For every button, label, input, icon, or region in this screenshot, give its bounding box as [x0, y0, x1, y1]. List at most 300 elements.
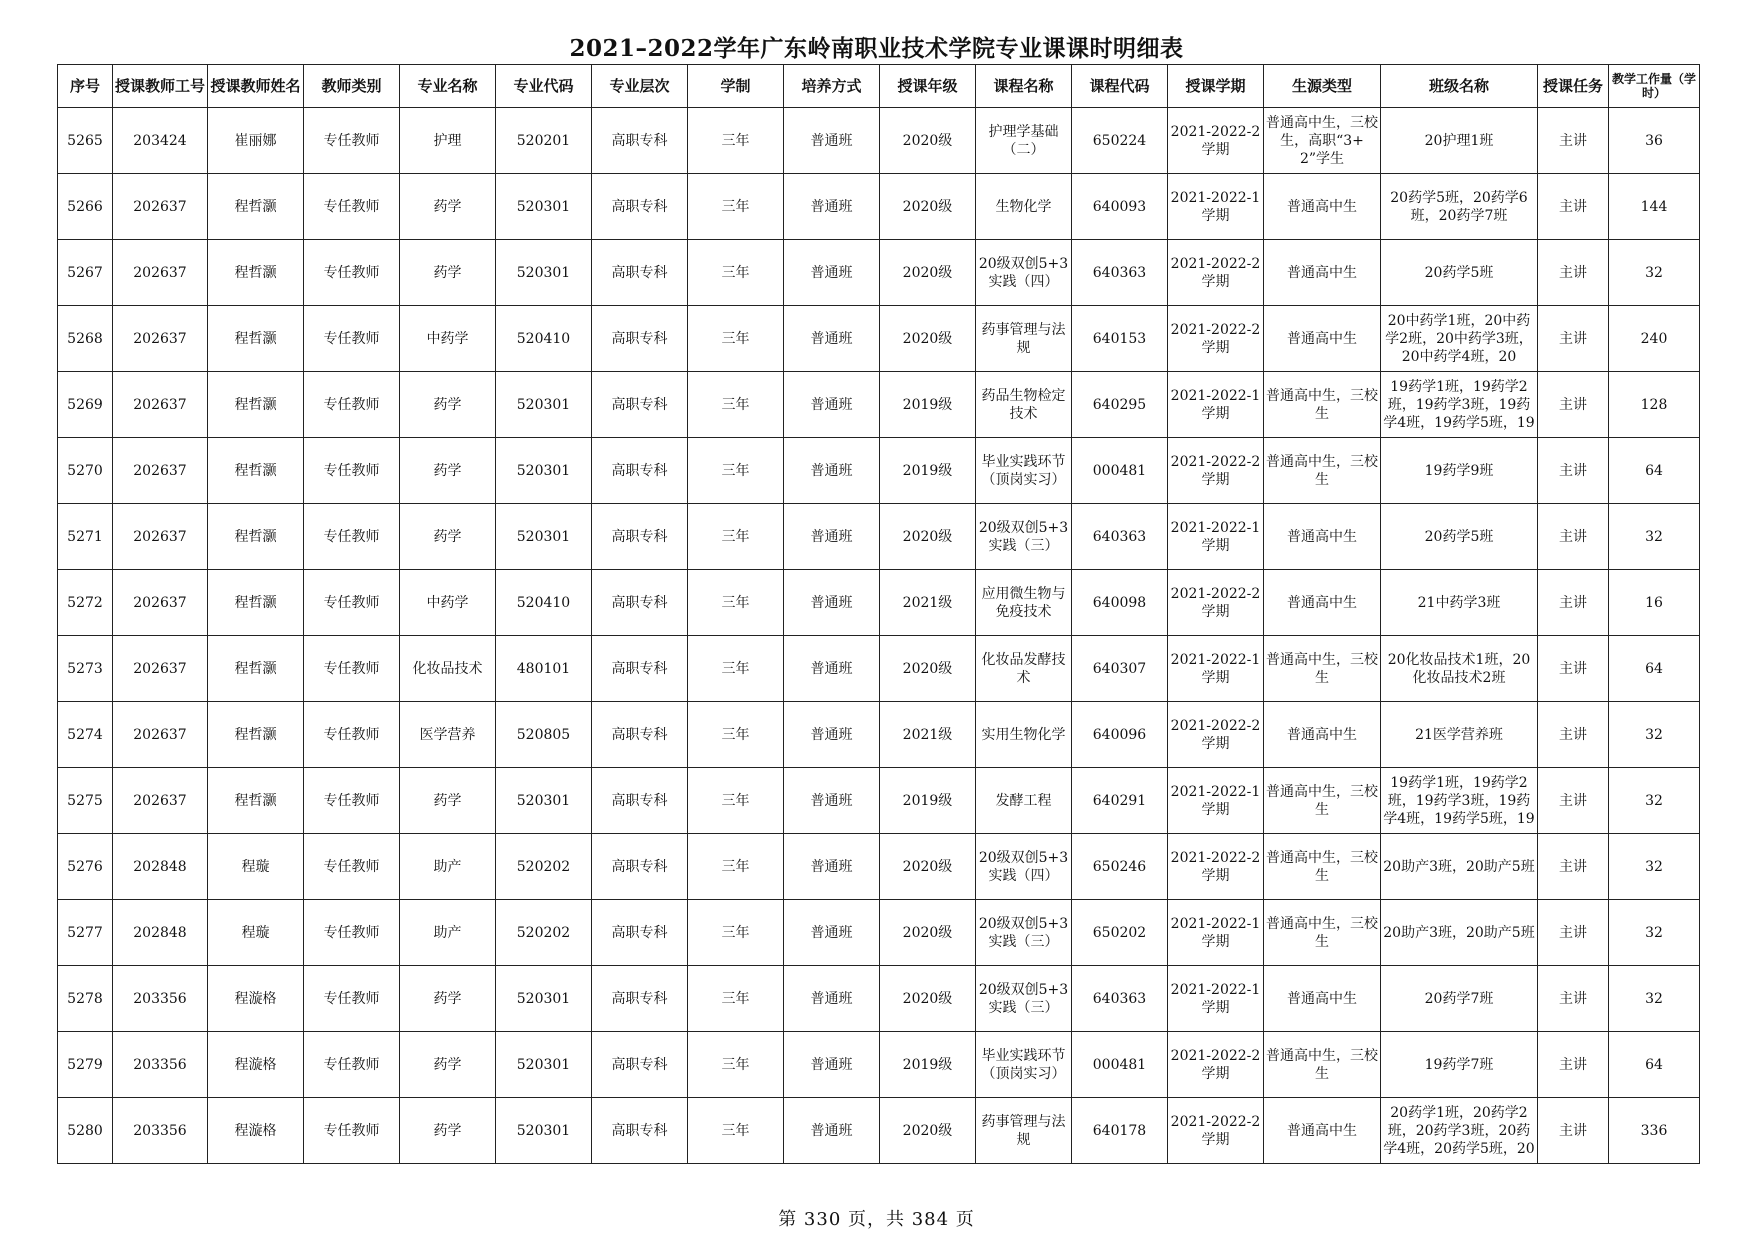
cell-text: 中药学 [426, 330, 469, 347]
cell-text: 毕业实践环节（顶岗实习） [981, 1047, 1066, 1082]
cell-course-code [1072, 636, 1168, 702]
cell-semester [1168, 174, 1264, 240]
cell-major-code [496, 834, 592, 900]
cell-text: 专任教师 [323, 726, 380, 743]
cell-text: 5268 [67, 330, 103, 347]
cell-text: 5274 [67, 726, 103, 743]
cell-text: 20药学7班 [1424, 990, 1494, 1007]
cell-duration [688, 1098, 784, 1164]
cell-class-name [1381, 438, 1538, 504]
cell-duration [688, 966, 784, 1032]
cell-student-source [1264, 108, 1381, 174]
cell-text: 生物化学 [995, 198, 1052, 215]
cell-course-name [976, 108, 1072, 174]
cell-text: 普通班 [810, 660, 853, 677]
cell-teaching-task [1538, 438, 1609, 504]
cell-text: 三年 [721, 990, 750, 1007]
cell-major-level [592, 1098, 688, 1164]
cell-text: 20化妆品技术1班，20化妆品技术2班 [1387, 651, 1531, 686]
cell-teaching-task [1538, 636, 1609, 702]
cell-text: 640178 [1092, 1122, 1147, 1139]
table-row [58, 768, 1700, 834]
cell-text: 普通高中生，三校生 [1266, 849, 1378, 884]
table-header [58, 65, 1700, 108]
cell-text: 203356 [133, 990, 187, 1007]
cell-text: 三年 [721, 660, 750, 677]
cell-text: 2021-2022-2学期 [1170, 123, 1261, 158]
cell-text: 高职专科 [611, 924, 668, 941]
cell-course-code [1072, 768, 1168, 834]
cell-major-level [592, 240, 688, 306]
cell-text: 32 [1645, 858, 1663, 875]
cell-teaching-task [1538, 1098, 1609, 1164]
header-teacher-id: 授课教师工号 [113, 65, 208, 108]
cell-text: 高职专科 [611, 396, 668, 413]
cell-text: 2019级 [902, 792, 953, 809]
header-training-mode: 培养方式 [784, 65, 880, 108]
cell-teacher-name [208, 570, 304, 636]
cell-major-name [400, 966, 496, 1032]
cell-teaching-task [1538, 372, 1609, 438]
cell-text: 2021-2022-2学期 [1170, 1113, 1261, 1148]
cell-text: 2020级 [902, 924, 953, 941]
cell-text: 普通班 [810, 330, 853, 347]
cell-student-source [1264, 570, 1381, 636]
header-row [58, 65, 1700, 108]
cell-semester [1168, 504, 1264, 570]
cell-workload [1609, 636, 1700, 702]
cell-training-mode [784, 108, 880, 174]
cell-teacher-name [208, 1098, 304, 1164]
cell-major-level [592, 834, 688, 900]
cell-student-source [1264, 174, 1381, 240]
cell-text: 普通班 [810, 1056, 853, 1073]
cell-training-mode [784, 570, 880, 636]
cell-text: 20药学5班 [1424, 528, 1494, 545]
cell-text: 专任教师 [323, 396, 380, 413]
cell-semester [1168, 636, 1264, 702]
table-row [58, 900, 1700, 966]
cell-class-name [1381, 108, 1538, 174]
cell-index [58, 834, 113, 900]
cell-workload [1609, 966, 1700, 1032]
cell-text: 三年 [721, 264, 750, 281]
cell-teacher-name [208, 174, 304, 240]
cell-text: 640093 [1092, 198, 1147, 215]
cell-text: 520201 [516, 132, 571, 149]
cell-duration [688, 438, 784, 504]
cell-training-mode [784, 1032, 880, 1098]
header-course-code: 课程代码 [1072, 65, 1168, 108]
cell-teacher-category [304, 240, 400, 306]
cell-text: 程漩格 [234, 990, 277, 1007]
cell-text: 2021-2022-2学期 [1170, 717, 1261, 752]
cell-text: 主讲 [1559, 396, 1587, 413]
cell-teaching-task [1538, 504, 1609, 570]
cell-text: 5270 [67, 462, 103, 479]
cell-text: 2021-2022-2学期 [1170, 453, 1261, 488]
cell-teaching-task [1538, 108, 1609, 174]
cell-text: 三年 [721, 132, 750, 149]
table-row [58, 834, 1700, 900]
cell-text: 药学 [433, 1122, 462, 1139]
cell-teacher-name [208, 702, 304, 768]
cell-text: 高职专科 [611, 330, 668, 347]
cell-text: 主讲 [1559, 990, 1587, 1007]
cell-text: 2020级 [902, 198, 953, 215]
cell-text: 202637 [133, 330, 187, 347]
cell-text: 普通高中生，三校生 [1266, 453, 1378, 488]
cell-text: 203356 [133, 1122, 187, 1139]
cell-semester [1168, 570, 1264, 636]
cell-text: 2020级 [902, 990, 953, 1007]
cell-text: 药品生物检定技术 [981, 387, 1066, 422]
cell-text: 高职专科 [611, 858, 668, 875]
cell-major-level [592, 966, 688, 1032]
cell-teacher-category [304, 636, 400, 702]
cell-course-name [976, 900, 1072, 966]
cell-training-mode [784, 834, 880, 900]
cell-text: 20助产3班，20助产5班 [1383, 858, 1535, 875]
cell-text: 2021级 [902, 726, 953, 743]
cell-text: 2021-2022-2学期 [1170, 321, 1261, 356]
cell-duration [688, 108, 784, 174]
cell-text: 2021-2022-1学期 [1170, 189, 1261, 224]
cell-semester [1168, 966, 1264, 1032]
cell-text: 32 [1645, 726, 1663, 743]
cell-text: 主讲 [1559, 462, 1587, 479]
cell-text: 2020级 [902, 1122, 953, 1139]
cell-text: 64 [1645, 462, 1663, 479]
cell-text: 三年 [721, 198, 750, 215]
cell-teacher-category [304, 1098, 400, 1164]
cell-major-code [496, 108, 592, 174]
cell-text: 高职专科 [611, 1122, 668, 1139]
cell-teacher-name [208, 900, 304, 966]
cell-teacher-category [304, 768, 400, 834]
header-teacher-category: 教师类别 [304, 65, 400, 108]
cell-text: 药学 [433, 396, 462, 413]
cell-text: 21中药学3班 [1417, 594, 1501, 611]
cell-teacher-category [304, 702, 400, 768]
cell-workload [1609, 1032, 1700, 1098]
cell-text: 毕业实践环节（顶岗实习） [981, 453, 1066, 488]
cell-text: 19药学9班 [1424, 462, 1494, 479]
cell-text: 发酵工程 [995, 792, 1052, 809]
cell-teacher-id [113, 570, 208, 636]
cell-text: 主讲 [1559, 660, 1587, 677]
cell-student-source [1264, 438, 1381, 504]
cell-major-name [400, 570, 496, 636]
cell-text: 2020级 [902, 330, 953, 347]
cell-workload [1609, 240, 1700, 306]
cell-teacher-category [304, 108, 400, 174]
cell-text: 144 [1640, 198, 1668, 215]
cell-teacher-id [113, 306, 208, 372]
cell-text: 三年 [721, 924, 750, 941]
cell-major-name [400, 636, 496, 702]
cell-student-source [1264, 966, 1381, 1032]
cell-major-level [592, 570, 688, 636]
cell-text: 中药学 [426, 594, 469, 611]
cell-duration [688, 900, 784, 966]
cell-text: 程哲灏 [234, 198, 277, 215]
cell-training-mode [784, 240, 880, 306]
cell-text: 实用生物化学 [981, 726, 1066, 743]
cell-text: 2020级 [902, 264, 953, 281]
cell-text: 程哲灏 [234, 726, 277, 743]
cell-course-name [976, 1098, 1072, 1164]
cell-text: 480101 [516, 660, 571, 677]
cell-major-level [592, 438, 688, 504]
cell-text: 药学 [433, 462, 462, 479]
cell-course-name [976, 306, 1072, 372]
cell-text: 崔丽娜 [234, 132, 277, 149]
table-row [58, 108, 1700, 174]
cell-text: 药事管理与法规 [981, 321, 1066, 356]
cell-text: 2021-2022-2学期 [1170, 849, 1261, 884]
table-row [58, 306, 1700, 372]
cell-workload [1609, 174, 1700, 240]
cell-duration [688, 174, 784, 240]
cell-text: 主讲 [1559, 198, 1587, 215]
cell-text: 程璇 [241, 858, 270, 875]
cell-grade [880, 504, 976, 570]
cell-text: 202637 [133, 660, 187, 677]
cell-text: 专任教师 [323, 660, 380, 677]
table-row [58, 570, 1700, 636]
cell-text: 2019级 [902, 462, 953, 479]
cell-text: 普通高中生 [1287, 726, 1357, 743]
cell-text: 20级双创5+3实践（四） [978, 849, 1069, 884]
cell-teacher-category [304, 834, 400, 900]
cell-major-code [496, 1098, 592, 1164]
cell-duration [688, 636, 784, 702]
cell-major-name [400, 108, 496, 174]
cell-major-level [592, 372, 688, 438]
cell-teacher-category [304, 900, 400, 966]
cell-duration [688, 768, 784, 834]
header-workload: 教学工作量（学时） [1609, 65, 1700, 108]
cell-text: 主讲 [1559, 858, 1587, 875]
cell-text: 5278 [67, 990, 103, 1007]
cell-text: 主讲 [1559, 330, 1587, 347]
cell-teacher-name [208, 768, 304, 834]
header-teaching-task: 授课任务 [1538, 65, 1609, 108]
cell-semester [1168, 834, 1264, 900]
cell-text: 普通班 [810, 858, 853, 875]
table-row [58, 438, 1700, 504]
cell-text: 2021-2022-1学期 [1170, 519, 1261, 554]
course-hours-table [57, 64, 1700, 1164]
cell-text: 程哲灏 [234, 396, 277, 413]
cell-class-name [1381, 306, 1538, 372]
cell-teaching-task [1538, 306, 1609, 372]
header-class-name: 班级名称 [1381, 65, 1538, 108]
cell-text: 普通班 [810, 792, 853, 809]
cell-text: 32 [1645, 528, 1663, 545]
cell-text: 640363 [1092, 264, 1147, 281]
cell-grade [880, 966, 976, 1032]
cell-text: 202637 [133, 264, 187, 281]
cell-text: 三年 [721, 594, 750, 611]
cell-course-name [976, 966, 1072, 1032]
cell-semester [1168, 306, 1264, 372]
cell-text: 20级双创5+3实践（三） [978, 915, 1069, 950]
cell-teaching-task [1538, 702, 1609, 768]
cell-course-name [976, 570, 1072, 636]
cell-text: 高职专科 [611, 462, 668, 479]
cell-major-level [592, 702, 688, 768]
cell-major-code [496, 372, 592, 438]
cell-teaching-task [1538, 834, 1609, 900]
cell-text: 主讲 [1559, 924, 1587, 941]
cell-text: 5272 [67, 594, 103, 611]
cell-teacher-name [208, 1032, 304, 1098]
table-row [58, 372, 1700, 438]
cell-semester [1168, 768, 1264, 834]
cell-major-level [592, 1032, 688, 1098]
cell-course-name [976, 372, 1072, 438]
header-index: 序号 [58, 65, 113, 108]
cell-teaching-task [1538, 966, 1609, 1032]
cell-index [58, 768, 113, 834]
cell-training-mode [784, 636, 880, 702]
cell-text: 20药学5班，20药学6班，20药学7班 [1390, 189, 1528, 224]
cell-text: 19药学1班，19药学2班，19药学3班，19药学4班，19药学5班，19 [1383, 774, 1535, 827]
cell-major-level [592, 768, 688, 834]
cell-text: 主讲 [1559, 1056, 1587, 1073]
cell-text: 主讲 [1559, 264, 1587, 281]
cell-duration [688, 1032, 784, 1098]
cell-major-name [400, 834, 496, 900]
cell-student-source [1264, 306, 1381, 372]
cell-teacher-category [304, 570, 400, 636]
cell-text: 主讲 [1559, 1122, 1587, 1139]
cell-text: 程哲灏 [234, 528, 277, 545]
cell-text: 520301 [516, 990, 571, 1007]
cell-text: 2019级 [902, 396, 953, 413]
cell-teacher-category [304, 306, 400, 372]
cell-text: 普通高中生 [1287, 198, 1357, 215]
cell-duration [688, 306, 784, 372]
cell-text: 高职专科 [611, 132, 668, 149]
page-footer: 第 330 页，共 384 页 [778, 1209, 975, 1230]
cell-course-code [1072, 306, 1168, 372]
cell-text: 336 [1640, 1122, 1668, 1139]
cell-text: 程哲灏 [234, 264, 277, 281]
cell-major-name [400, 438, 496, 504]
cell-course-code [1072, 702, 1168, 768]
cell-text: 202637 [133, 792, 187, 809]
cell-grade [880, 306, 976, 372]
cell-text: 640363 [1092, 528, 1147, 545]
cell-workload [1609, 438, 1700, 504]
cell-text: 2020级 [902, 858, 953, 875]
cell-teaching-task [1538, 900, 1609, 966]
cell-training-mode [784, 966, 880, 1032]
cell-semester [1168, 372, 1264, 438]
cell-course-code [1072, 438, 1168, 504]
cell-training-mode [784, 768, 880, 834]
cell-semester [1168, 108, 1264, 174]
cell-major-code [496, 504, 592, 570]
cell-text: 650246 [1092, 858, 1147, 875]
table-row [58, 966, 1700, 1032]
cell-index [58, 636, 113, 702]
cell-text: 普通班 [810, 132, 853, 149]
cell-teacher-id [113, 438, 208, 504]
cell-text: 20级双创5+3实践（四） [978, 255, 1069, 290]
cell-class-name [1381, 636, 1538, 702]
cell-text: 普通高中生 [1287, 330, 1357, 347]
cell-course-name [976, 174, 1072, 240]
table-body [58, 108, 1700, 1164]
cell-student-source [1264, 768, 1381, 834]
cell-text: 三年 [721, 1056, 750, 1073]
cell-text: 三年 [721, 858, 750, 875]
cell-course-code [1072, 966, 1168, 1032]
cell-text: 普通高中生 [1287, 990, 1357, 1007]
cell-major-code [496, 570, 592, 636]
cell-class-name [1381, 900, 1538, 966]
cell-text: 520301 [516, 1056, 571, 1073]
cell-text: 202637 [133, 528, 187, 545]
cell-text: 助产 [433, 924, 462, 941]
cell-text: 520301 [516, 528, 571, 545]
cell-teacher-name [208, 504, 304, 570]
cell-index [58, 900, 113, 966]
cell-index [58, 570, 113, 636]
cell-text: 5275 [67, 792, 103, 809]
cell-grade [880, 1032, 976, 1098]
header-major-level: 专业层次 [592, 65, 688, 108]
cell-class-name [1381, 1032, 1538, 1098]
cell-course-name [976, 240, 1072, 306]
cell-training-mode [784, 702, 880, 768]
cell-teacher-name [208, 966, 304, 1032]
cell-text: 普通班 [810, 924, 853, 941]
cell-text: 2021-2022-1学期 [1170, 387, 1261, 422]
cell-text: 640291 [1092, 792, 1147, 809]
cell-semester [1168, 240, 1264, 306]
cell-grade [880, 1098, 976, 1164]
cell-text: 高职专科 [611, 990, 668, 1007]
cell-class-name [1381, 966, 1538, 1032]
cell-duration [688, 372, 784, 438]
cell-teacher-id [113, 240, 208, 306]
cell-teaching-task [1538, 570, 1609, 636]
cell-major-name [400, 1098, 496, 1164]
cell-text: 专任教师 [323, 264, 380, 281]
cell-workload [1609, 900, 1700, 966]
cell-major-level [592, 306, 688, 372]
cell-text: 高职专科 [611, 792, 668, 809]
cell-text: 三年 [721, 1122, 750, 1139]
cell-text: 2021-2022-1学期 [1170, 981, 1261, 1016]
cell-text: 专任教师 [323, 858, 380, 875]
cell-index [58, 1098, 113, 1164]
cell-teaching-task [1538, 1032, 1609, 1098]
cell-text: 专任教师 [323, 132, 380, 149]
cell-workload [1609, 702, 1700, 768]
cell-index [58, 1032, 113, 1098]
cell-text: 640096 [1092, 726, 1147, 743]
cell-text: 高职专科 [611, 1056, 668, 1073]
cell-workload [1609, 372, 1700, 438]
cell-text: 程哲灏 [234, 594, 277, 611]
cell-student-source [1264, 372, 1381, 438]
